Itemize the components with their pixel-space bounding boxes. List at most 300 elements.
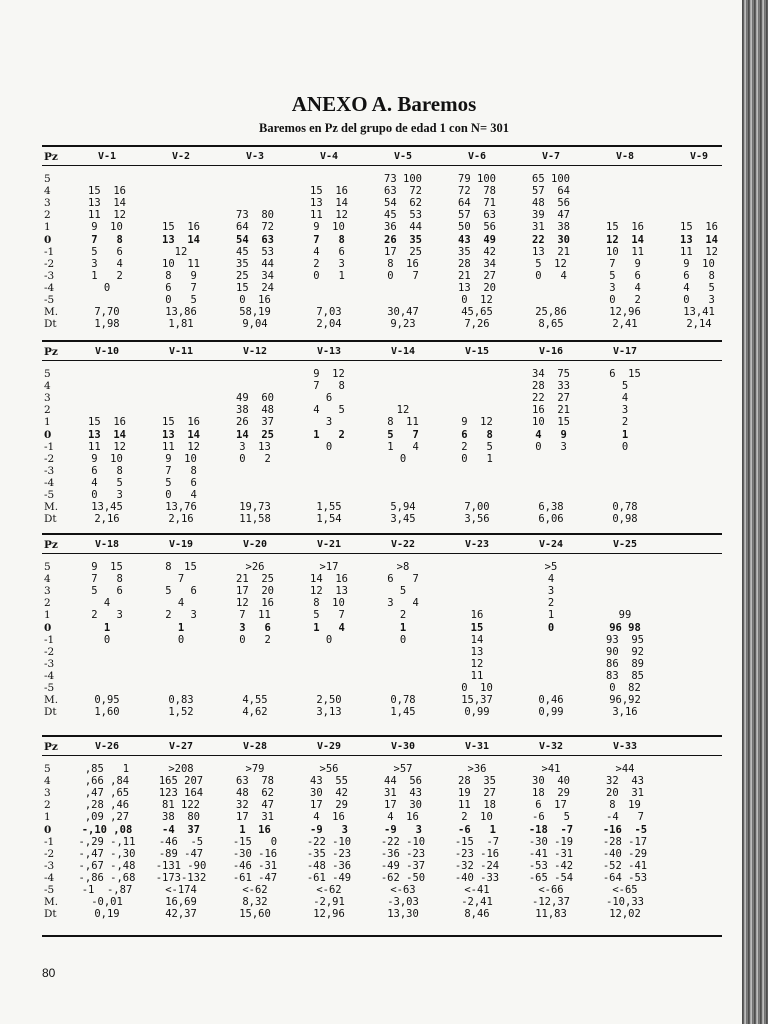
table-cell: 25,86 [535,306,567,319]
table-cell: >56 [319,763,339,775]
table-cell: 20 31 [606,787,644,800]
table-cell: 13 14 [310,197,348,210]
table-cell: 0 [103,633,111,646]
table-cell: 79 100 [458,173,496,185]
table-cell: 6 15 [609,368,641,380]
table-cell: 11,83 [535,908,567,921]
table-cell: 1,52 [168,706,194,719]
table-cell: 4 [103,597,111,610]
table-cell: -4 7 [606,811,644,824]
row-label-pz: -5 [44,294,55,306]
table-cell: 17 30 [384,799,422,812]
table-rule-top [42,340,722,342]
table-cell: -40 -33 [454,871,500,884]
table-cell: 9 15 [91,561,123,573]
row-label-pz: 4 [44,185,51,198]
column-header: V-8 [615,151,635,162]
column-header: V-15 [464,346,490,357]
table-cell: 0 [547,621,555,634]
table-cell: 64 72 [236,221,274,234]
column-header: V-26 [94,741,120,752]
table-cell: -3,03 [387,896,419,909]
table-cell: 3,56 [464,513,490,526]
table-cell: 13 14 [88,197,126,210]
table-cell: 0 [399,633,407,646]
table-cell: -64 -53 [602,871,648,884]
table-cell: 9 10 [91,221,123,234]
table-cell: 14 25 [236,428,274,441]
row-label-pz: 3 [44,197,51,210]
table-cell: 64 71 [458,197,496,210]
row-label-pz: 1 [44,609,51,622]
table-cell: 6 17 [535,799,567,812]
table-rule-top [42,533,722,535]
table-cell: 6 8 [683,269,715,282]
table-cell: 12,02 [609,908,641,921]
table-cell: -15 -7 [454,835,500,848]
table-cell: 0 [399,452,407,465]
table-cell: 1 [621,428,629,441]
table-cell: <-65 [612,884,638,896]
row-label-pz: -2 [44,452,55,465]
column-header: V-30 [390,741,416,752]
table-cell: -,10 ,08 [81,823,133,836]
table-cell: 21 25 [236,573,274,586]
table-cell: 14 16 [310,573,348,586]
row-label-pz: -3 [44,464,55,477]
row-label-pz: -1 [44,440,55,453]
table-cell: 96 98 [609,621,641,634]
table-cell: 9 12 [461,416,493,429]
page-number: 80 [42,966,56,980]
table-cell: -,29 -,11 [78,835,136,848]
row-label-pz: 2 [44,209,51,222]
table-cell: 11 12 [88,440,126,453]
table-cell: 11 12 [162,440,200,453]
table-cell: 13 [470,645,484,658]
table-cell: 0 1 [461,452,493,465]
row-label-pz: -2 [44,645,55,658]
column-header: V-22 [390,539,416,550]
table-cell: 2 3 [165,609,197,622]
column-header: V-2 [171,151,191,162]
table-cell: <-174 [165,884,197,896]
table-cell: 12 [470,657,484,670]
table-cell: 96,92 [609,694,641,707]
column-header: V-11 [168,346,194,357]
column-header: V-32 [538,741,564,752]
table-cell: 42,37 [165,908,197,921]
table-cell: ,85 1 [84,763,130,775]
table-cell: 1 4 [387,440,419,453]
table-cell: -,67 -,48 [78,859,136,872]
table-cell: 9 10 [313,221,345,234]
table-cell: 28 35 [458,775,496,788]
row-label-pz: 5 [44,368,51,380]
table-cell: 0 4 [535,269,567,282]
table-cell: -40 -29 [602,847,648,860]
table-cell: 7,70 [94,306,120,319]
table-cell: 81 122 [162,799,200,812]
table-cell: 0,98 [612,513,638,526]
table-cell: 1,81 [168,318,194,331]
table-cell: 6 8 [91,464,123,477]
table-cell: 4 6 [313,245,345,258]
row-label-pz: 0 [44,233,52,246]
table-cell: 8,46 [464,908,490,921]
row-label-pz: -4 [44,871,55,884]
table-cell: -53 -42 [528,859,574,872]
table-cell: 49 60 [236,392,274,405]
table-cell: >26 [245,561,265,573]
table-cell: 0 12 [461,294,493,306]
table-rule-header [42,553,722,554]
table-cell: 15 [470,621,484,634]
row-label-pz: -1 [44,835,55,848]
table-cell: 6 [325,392,333,405]
table-cell: 1,54 [316,513,342,526]
row-label-pz: Dt [44,706,57,719]
table-cell: -173-132 [155,871,207,884]
row-label-pz: 0 [44,428,52,441]
table-cell: -30 -16 [232,847,278,860]
table-cell: 5 6 [91,245,123,258]
table-cell: 1 [399,621,407,634]
row-label-pz: 3 [44,392,51,405]
table-cell: >8 [396,561,410,573]
table-cell: 83 85 [606,669,644,682]
table-cell: 0,95 [94,694,120,707]
table-cell: -0,01 [91,896,123,909]
table-cell: >41 [541,763,561,775]
table-cell: ,47 ,65 [84,787,130,800]
table-cell: 22 27 [532,392,570,405]
table-cell: -15 0 [232,835,278,848]
row-label-pz: -5 [44,489,55,501]
table-cell: 0,78 [390,694,416,707]
table-cell: 0 16 [239,294,271,306]
column-header: V-13 [316,346,342,357]
table-cell: 11 12 [88,209,126,222]
table-cell: 2,16 [94,513,120,526]
table-cell: 1 2 [313,428,345,441]
table-cell: 36 44 [384,221,422,234]
column-header: V-31 [464,741,490,752]
table-cell: 0 82 [609,682,641,694]
table-cell: 6,06 [538,513,564,526]
table-cell: -2,91 [313,896,345,909]
table-cell: 1 [547,609,555,622]
table-cell: >5 [544,561,558,573]
table-cell: 7 8 [91,573,123,586]
table-rule-top [42,735,722,737]
table-cell: 13 14 [162,233,200,246]
table-cell: -48 -36 [306,859,352,872]
table-cell: 9,04 [242,318,268,331]
table-cell: 30 40 [532,775,570,788]
table-cell: 0 [103,281,111,294]
row-label-pz: -2 [44,257,55,270]
table-cell: 4 [547,573,555,586]
table-cell: 7 [177,573,185,586]
row-label-pz: -3 [44,657,55,670]
table-cell: 90 92 [606,645,644,658]
table-cell: 2,16 [168,513,194,526]
row-label-pz: 4 [44,573,51,586]
table-cell: 5 6 [165,585,197,598]
table-cell: <-63 [390,884,416,896]
table-cell: 1 [177,621,185,634]
table-cell: 2,41 [612,318,638,331]
table-cell: 1 4 [313,621,345,634]
table-cell: -,47 -,30 [78,847,136,860]
column-header: V-25 [612,539,638,550]
table-cell: 45,65 [461,306,493,319]
table-cell: 16 21 [532,404,570,417]
table-cell: 32 43 [606,775,644,788]
page-title: ANEXO A. Baremos [291,92,477,116]
table-cell: 21 27 [458,269,496,282]
table-cell: 2,04 [316,318,342,331]
table-cell: 12,96 [609,306,641,319]
column-header: V-1 [97,151,117,162]
table-cell: 73 100 [384,173,422,185]
table-cell: ,09 ,27 [84,811,130,824]
column-header: V-4 [319,151,339,162]
table-cell: 5,94 [390,501,416,514]
row-label-pz: -3 [44,269,55,282]
table-cell: 13,30 [387,908,419,921]
column-header: V-7 [541,151,561,162]
table-cell: 2 [399,609,407,622]
table-cell: 31 43 [384,787,422,800]
table-cell: -10,33 [606,896,644,909]
table-cell: 2 [621,416,629,429]
table-cell: 4 [177,597,185,610]
table-cell: -30 -19 [528,835,574,848]
table-cell: 11,58 [239,513,271,526]
table-cell: -16 -5 [602,823,648,836]
row-label-pz: 4 [44,380,51,393]
table-cell: 2 5 [461,440,493,453]
table-cell: 54 62 [384,197,422,210]
row-label-pz: -5 [44,682,55,694]
table-cell: 8 19 [609,799,641,812]
table-cell: 12,96 [313,908,345,921]
table-cell: 11 12 [310,209,348,222]
table-cell: -12,37 [532,896,570,909]
row-label-pz: 4 [44,775,51,788]
table-cell: 0,46 [538,694,564,707]
table-cell: 6 7 [387,573,419,586]
table-cell: 2 [547,597,555,610]
row-label-pz: -1 [44,633,55,646]
table-cell: 14 [470,633,484,646]
table-cell: -61 -49 [306,871,352,884]
table-cell: 3 4 [609,281,641,294]
table-cell: 0,83 [168,694,194,707]
table-cell: 38 48 [236,404,274,417]
table-cell: 28 34 [458,257,496,270]
table-rule-bottom [42,935,722,937]
table-cell: 0 2 [239,633,271,646]
table-cell: 5 7 [313,609,345,622]
table-cell: 26 35 [384,233,422,246]
table-cell: 4 9 [535,428,567,441]
table-cell: -52 -41 [602,859,648,872]
table-cell: 22 30 [532,233,570,246]
table-cell: 17 20 [236,585,274,598]
column-header: V-20 [242,539,268,550]
table-cell: 1,45 [390,706,416,719]
table-cell: 15 16 [88,416,126,429]
table-cell: 0 3 [535,440,567,453]
table-cell: -6 5 [532,811,570,824]
table-cell: -89 -47 [158,847,204,860]
table-cell: 6,38 [538,501,564,514]
table-cell: -41 -31 [528,847,574,860]
table-cell: 57 63 [458,209,496,222]
column-header: V-27 [168,741,194,752]
table-cell: 0 7 [387,269,419,282]
table-cell: -6 1 [458,823,496,836]
table-cell: 12 13 [310,585,348,598]
table-cell: 2 3 [91,609,123,622]
table-cell: 4 16 [313,811,345,824]
table-cell: 17 31 [236,811,274,824]
table-cell: 16,69 [165,896,197,909]
table-cell: 5 6 [91,585,123,598]
table-cell: 9 10 [683,257,715,270]
table-cell: 17 25 [384,245,422,258]
table-cell: 8 11 [387,416,419,429]
table-cell: 1 2 [91,269,123,282]
table-cell: 15,37 [461,694,493,707]
table-cell: 8,65 [538,318,564,331]
table-cell: 9 10 [91,452,123,465]
table-cell: -2,41 [461,896,493,909]
table-cell: 15 16 [162,416,200,429]
table-cell: 11 [470,669,484,682]
row-label-pz: M. [44,306,59,319]
table-cell: 30 42 [310,787,348,800]
table-cell: 5 [621,380,629,393]
row-label-pz: -3 [44,859,55,872]
table-cell: 13,86 [165,306,197,319]
table-cell: -46 -5 [158,835,204,848]
row-label-pz: 2 [44,404,51,417]
column-header: V-6 [467,151,487,162]
table-rule-header [42,360,722,361]
table-cell: 4 5 [91,476,123,489]
table-cell: 15 16 [88,185,126,198]
table-cell: 5 [399,585,407,598]
table-cell: -22 -10 [306,835,352,848]
column-header: V-12 [242,346,268,357]
table-cell: 0 4 [165,489,197,501]
row-label-pz: 1 [44,811,51,824]
table-cell: 8 10 [313,597,345,610]
table-cell: -46 -31 [232,859,278,872]
table-cell: 8 15 [165,561,197,573]
table-cell: 7 8 [91,233,123,246]
row-label-pz: 2 [44,597,51,610]
table-rule-header [42,755,722,756]
table-cell: 4,55 [242,694,268,707]
row-label-pz: Dt [44,908,57,921]
table-cell: 0,99 [538,706,564,719]
table-cell: 2,14 [686,318,712,331]
table-cell: 12 [396,404,410,417]
table-cell: 57 64 [532,185,570,198]
row-label-pz: -1 [44,245,55,258]
table-cell: 8 9 [165,269,197,282]
row-label-pz: Dt [44,513,57,526]
table-cell: 12 [174,245,188,258]
table-cell: 13 20 [458,281,496,294]
table-cell: 17 29 [310,799,348,812]
table-cell: -9 3 [310,823,348,836]
row-label-pz: 2 [44,799,51,812]
table-cell: 0 2 [239,452,271,465]
table-cell: 2,50 [316,694,342,707]
column-header: V-23 [464,539,490,550]
table-cell: 11 18 [458,799,496,812]
page-subtitle: Baremos en Pz del grupo de edad 1 con N= 301 [259,121,509,135]
table-cell: 0,19 [94,908,120,921]
table-cell: 9,23 [390,318,416,331]
table-cell: -23 -16 [454,847,500,860]
table-cell: 0 [177,633,185,646]
table-cell: 0 [325,440,333,453]
table-cell: 39 47 [532,209,570,222]
table-cell: -61 -47 [232,871,278,884]
table-cell: -32 -24 [454,859,500,872]
row-label-pz: -4 [44,476,55,489]
table-cell: 0 2 [609,294,641,306]
table-cell: 0 [325,633,333,646]
table-cell: 31 38 [532,221,570,234]
table-cell: 13 14 [88,428,126,441]
table-cell: -9 3 [384,823,422,836]
table-cell: 0 10 [461,682,493,694]
table-cell: 3 4 [91,257,123,270]
table-cell: 1 16 [239,823,271,836]
table-cell: 9 10 [165,452,197,465]
row-label-pz: -5 [44,884,55,896]
table-cell: 3,16 [612,706,638,719]
table-cell: -131 -90 [155,859,207,872]
row-label-pz: Dt [44,318,57,331]
table-cell: 2 3 [313,257,345,270]
row-label-pz: 5 [44,561,51,573]
table-cell: 15 16 [606,221,644,234]
table-cell: 1,98 [94,318,120,331]
table-cell: -65 -54 [528,871,574,884]
column-header: V-24 [538,539,564,550]
table-cell: 165 207 [158,775,204,788]
table-cell: 16 [470,609,484,622]
table-cell: 26 37 [236,416,274,429]
table-cell: 4,62 [242,706,268,719]
table-cell: 13,45 [91,501,123,514]
column-header-pz: Pz [44,346,58,358]
table-cell: <-66 [538,884,564,896]
table-cell: 2 10 [461,811,493,824]
column-header: V-3 [245,151,265,162]
table-cell: 63 78 [236,775,274,788]
table-cell: 15 24 [236,281,274,294]
